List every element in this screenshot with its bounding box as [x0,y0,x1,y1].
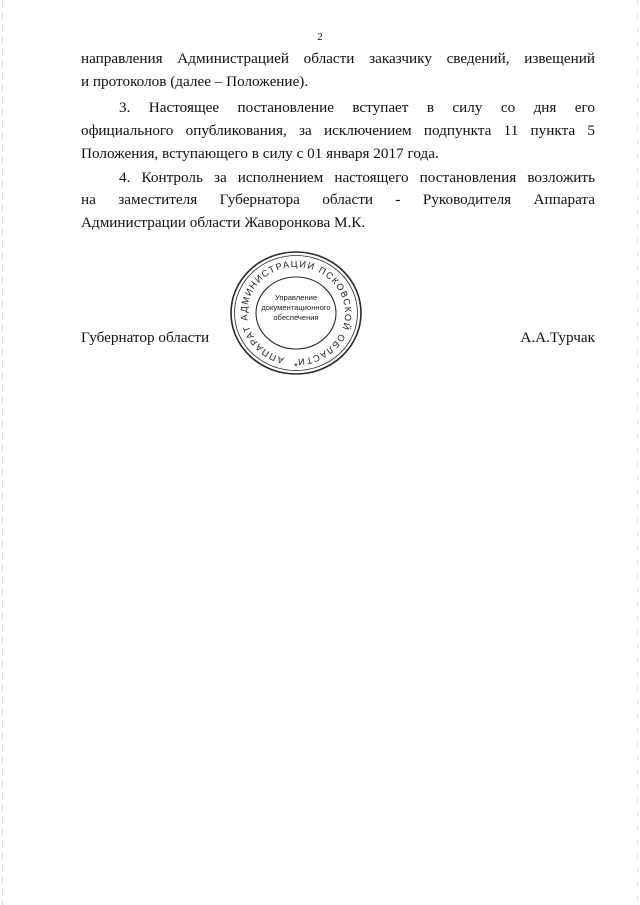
seal-center-text [255,293,337,323]
seal-center-line-2: документационного [261,303,331,312]
seal-star: * [294,362,298,373]
seal-center-line-1: Управление [274,293,318,302]
paragraph-4-line-1: 4. Контроль за исполнением настоящего постановления возложить [119,169,595,186]
signature-position: Губернатор области [81,329,210,346]
signature-name: А.А.Турчак [520,329,595,346]
paragraph-1-line-2: и протоколов (далее – Положение). [81,73,309,90]
seal-ring-text: АППАРАТ АДМИНИСТРАЦИИ ПСКОВСКОЙ ОБЛАСТИ [238,258,354,368]
paragraph-3-line-2: официального опубликования, за исключением подпункта 11 пункта 5 [81,122,595,139]
paragraph-4-line-3: Администрации области Жаворонкова М.К. [81,214,366,231]
paragraph-1-line-1: направления Администрацией области заказчику сведений, извещений [81,50,595,67]
scan-edge-left [2,0,3,905]
scan-edge-right [637,0,638,905]
paragraph-3-line-3: Положения, вступающего в силу с 01 января 2017 года. [81,145,439,162]
seal-center-line-3: обеспечения [273,313,319,322]
paragraph-4-line-2: на заместителя Губернатора области - Руководителя Аппарата [81,191,595,208]
paragraph-3-line-1: 3. Настоящее постановление вступает в силу со дня его [119,99,595,116]
page-number: 2 [317,31,323,43]
